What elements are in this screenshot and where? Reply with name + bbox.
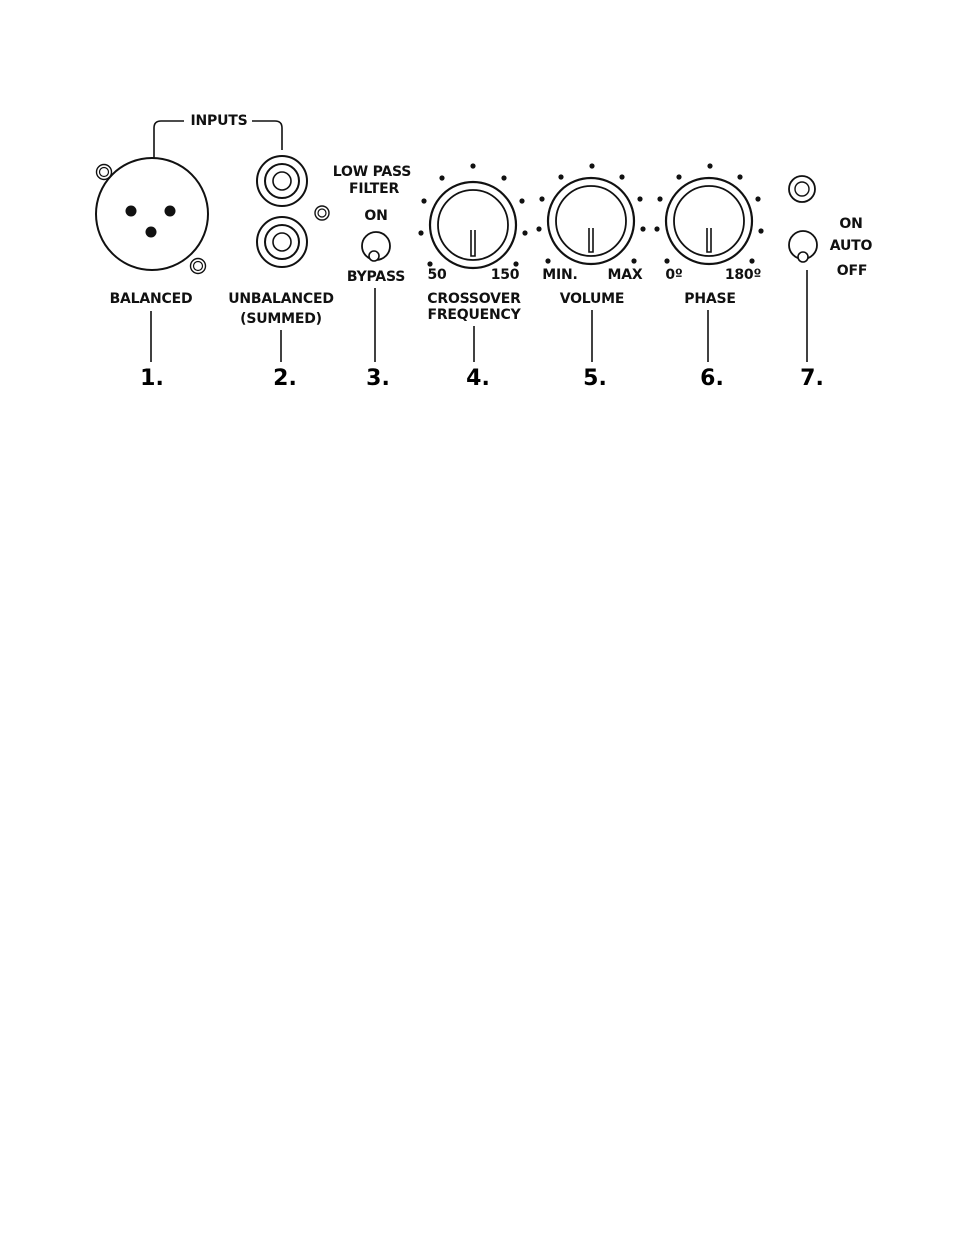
volume-max-label: MAX — [607, 267, 643, 283]
callout-number-2: 2. — [273, 366, 297, 391]
lowpass-title-line-2: FILTER — [348, 181, 400, 197]
volume-label: VOLUME — [559, 291, 625, 307]
crossover-min-label: 50 — [427, 267, 447, 283]
volume-min-label: MIN. — [542, 267, 578, 283]
power-off-label: OFF — [836, 263, 868, 279]
xlr-jack-icon[interactable] — [96, 158, 208, 270]
power-on-label: ON — [839, 216, 863, 232]
mounting-screw-icon — [191, 259, 206, 274]
inputs-bracket — [154, 113, 282, 158]
callout-number-7: 7. — [800, 366, 824, 391]
crossover-max-label: 150 — [490, 267, 520, 283]
phase-knob-icon[interactable] — [666, 178, 752, 264]
rca-jack-icon[interactable] — [257, 156, 307, 206]
volume-knob-icon[interactable] — [548, 178, 634, 264]
crossover-knob-icon[interactable] — [430, 182, 516, 268]
unbalanced-label: UNBALANCED — [228, 291, 334, 307]
callout-number-5: 5. — [583, 366, 607, 391]
callout-number-6: 6. — [700, 366, 724, 391]
crossover-label: CROSSOVER — [427, 291, 521, 307]
phase-min-label: 0º — [665, 267, 683, 283]
lowpass-bypass-label: BYPASS — [346, 269, 406, 285]
phase-max-label: 180º — [724, 267, 762, 283]
callout-number-4: 4. — [466, 366, 490, 391]
toggle-switch-icon[interactable] — [362, 232, 390, 261]
power-toggle-switch-icon[interactable] — [789, 231, 817, 262]
lowpass-title — [333, 164, 412, 197]
mounting-screw-icon — [97, 165, 112, 180]
power-auto-label: AUTO — [829, 238, 873, 254]
ground-post-icon — [315, 206, 329, 220]
lowpass-on-label: ON — [364, 208, 388, 224]
inputs-label: INPUTS — [190, 113, 248, 129]
rca-jack-icon[interactable] — [257, 217, 307, 267]
summed-label: (SUMMED) — [240, 311, 322, 327]
callout-number-3: 3. — [366, 366, 390, 391]
phase-label: PHASE — [684, 291, 736, 307]
led-icon — [789, 176, 815, 202]
frequency-label: FREQUENCY — [427, 307, 521, 323]
lowpass-title-line-1: LOW PASS — [332, 164, 412, 180]
callout-number-1: 1. — [140, 366, 164, 391]
balanced-label: BALANCED — [109, 291, 193, 307]
